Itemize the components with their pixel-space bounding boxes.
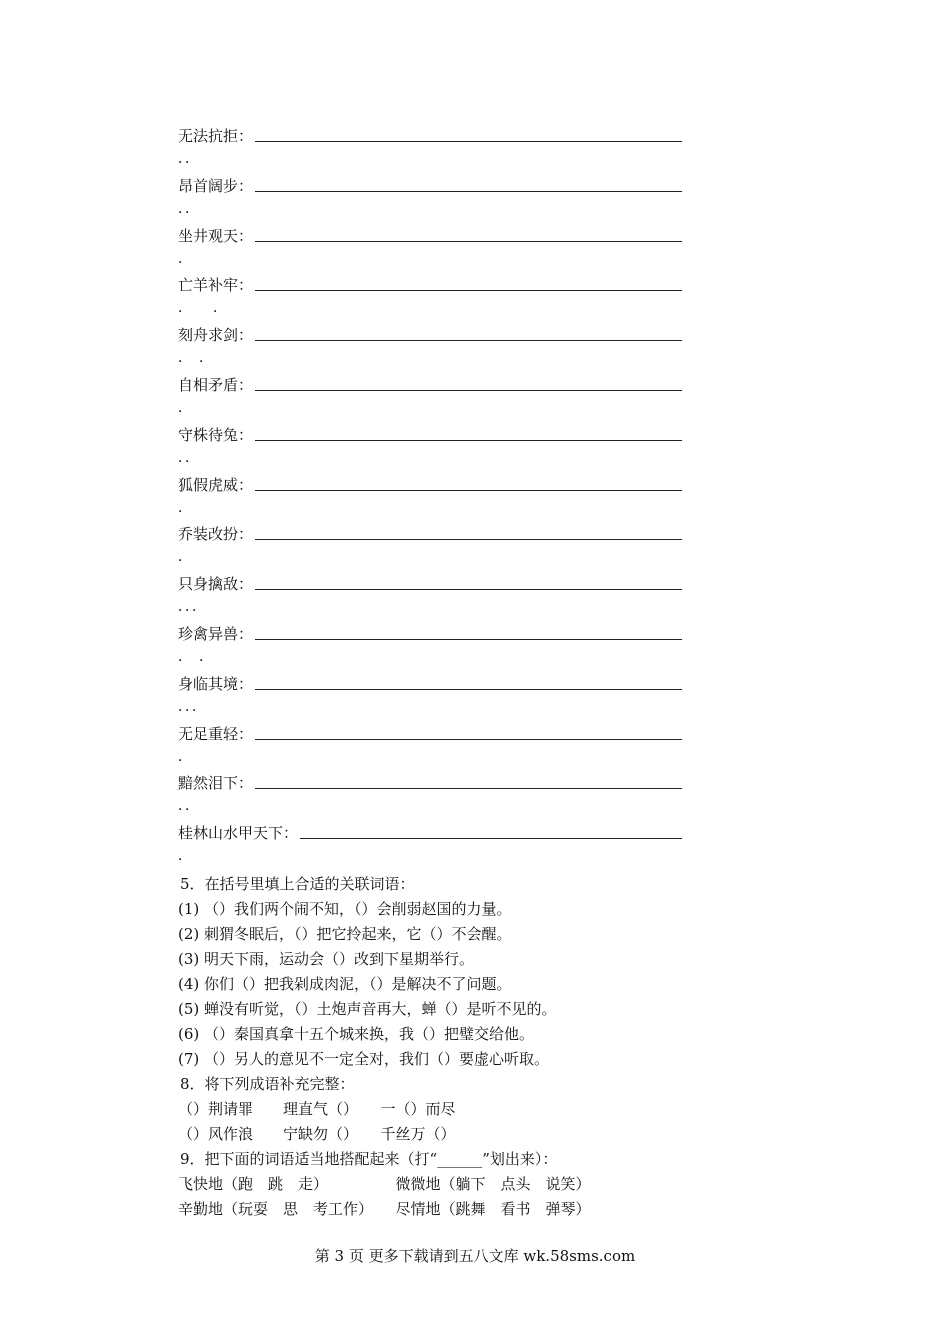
idiom-row (178, 273, 682, 295)
emphasis-dots: ． ． (178, 350, 213, 366)
emphasis-dots: ． (178, 400, 192, 416)
emphasis-dots: ．．． (178, 699, 206, 715)
idiom-label: 刻舟求剑： (178, 326, 254, 344)
answer-line (255, 525, 682, 540)
answer-line (255, 725, 682, 740)
emphasis-dots: ． (178, 549, 192, 565)
answer-line (255, 376, 682, 391)
section5-heading: 5．在括号里填上合适的关联词语： (180, 875, 415, 893)
idiom-label: 无法抗拒： (178, 127, 254, 145)
answer-line (255, 675, 682, 690)
idiom-row (178, 722, 682, 744)
emphasis-dots: ． (178, 848, 192, 864)
idiom-label: 坐井观天： (178, 227, 254, 245)
idiom-row (178, 821, 682, 843)
section5-item-2: (2) 刺猬冬眠后，（）把它拎起来，它（）不会醒。 (178, 925, 512, 943)
answer-line (255, 326, 682, 341)
emphasis-dots: ．． (178, 201, 199, 217)
idiom-row (178, 572, 682, 594)
answer-line (255, 177, 682, 192)
idiom-row (178, 522, 682, 544)
section8-heading: 8．将下列成语补充完整： (180, 1075, 355, 1093)
idiom-label: 自相矛盾： (178, 376, 254, 394)
idiom-row (178, 323, 682, 345)
idiom-row (178, 423, 682, 445)
answer-line (255, 575, 682, 590)
idiom-label: 亡羊补牢： (178, 276, 254, 294)
section8-row-2: （）风作浪 宁缺勿（） 千丝万（） (178, 1125, 456, 1143)
idiom-row (178, 622, 682, 644)
idiom-row (178, 473, 682, 495)
section9-row-2: 辛勤地（玩耍 思 考工作） 尽情地（跳舞 看书 弹琴） (178, 1200, 591, 1218)
emphasis-dots: ．． (178, 450, 199, 466)
answer-line (255, 227, 682, 242)
idiom-row (178, 174, 682, 196)
page-footer: 第 3 页 更多下载请到五八文库 wk.58sms.com (314, 1247, 636, 1265)
idiom-row (178, 771, 682, 793)
answer-line (255, 276, 682, 291)
emphasis-dots: ． ． (178, 300, 227, 316)
section8-row-1: （）荆请罪 理直气（） 一（）而尽 (178, 1100, 456, 1118)
idiom-row (178, 672, 682, 694)
section5-item-4: (4) 你们（）把我剁成肉泥，（）是解决不了问题。 (178, 975, 512, 993)
section5-item-3: (3) 明天下雨，运动会（）改到下星期举行。 (178, 950, 475, 968)
idiom-row (178, 224, 682, 246)
section5-item-1: (1) （）我们两个闹不知，（）会削弱赵国的力量。 (178, 900, 512, 918)
section9-row-1: 飞快地（跑 跳 走） 微微地（躺下 点头 说笑） (178, 1175, 591, 1193)
emphasis-dots: ． (178, 500, 192, 516)
emphasis-dots: ． ． (178, 649, 213, 665)
answer-line (255, 426, 682, 441)
idiom-label: 乔装改扮： (178, 525, 254, 543)
answer-line (255, 774, 682, 789)
idiom-label: 桂林山水甲天下： (178, 824, 299, 842)
section5-item-7: (7) （）另人的意见不一定全对，我们（）要虚心听取。 (178, 1050, 550, 1068)
emphasis-dots: ． (178, 251, 192, 267)
idiom-label: 昂首阔步： (178, 177, 254, 195)
emphasis-dots: ．． (178, 798, 199, 814)
answer-line (300, 824, 682, 839)
idiom-label: 无足重轻： (178, 725, 254, 743)
idiom-label: 身临其境： (178, 675, 254, 693)
idiom-label: 珍禽异兽： (178, 625, 254, 643)
idiom-label: 守株待兔： (178, 426, 254, 444)
idiom-row (178, 373, 682, 395)
emphasis-dots: ．．． (178, 599, 206, 615)
idiom-row (178, 124, 682, 146)
section5-item-5: (5) 蝉没有听觉，（）土炮声音再大，蝉（）是听不见的。 (178, 1000, 557, 1018)
answer-line (255, 476, 682, 491)
answer-line (255, 625, 682, 640)
emphasis-dots: ． (178, 749, 192, 765)
idiom-label: 只身擒敌： (178, 575, 254, 593)
answer-line (255, 127, 682, 142)
idiom-label: 黯然泪下： (178, 774, 254, 792)
section9-heading: 9．把下面的词语适当地搭配起来（打“______”划出来）： (180, 1150, 558, 1168)
emphasis-dots: ．． (178, 151, 199, 167)
idiom-label: 狐假虎威： (178, 476, 254, 494)
section5-item-6: (6) （）秦国真拿十五个城来换，我（）把璧交给他。 (178, 1025, 535, 1043)
